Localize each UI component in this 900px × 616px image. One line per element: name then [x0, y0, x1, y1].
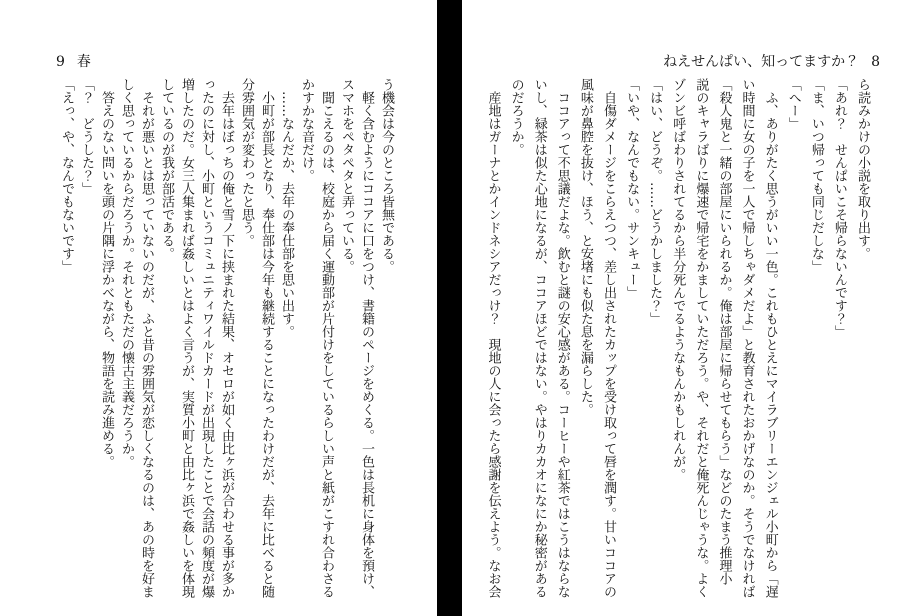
text-column: ったのに対し、小町というコミュニティワイルドカードが出現したことで会話の頻度が爆 — [199, 78, 214, 598]
text-column: 説のキャラばりに爆速で帰宅をかましていただろう。や、それだと俺死んじゃうな。よく — [693, 78, 709, 598]
text-column: いし、緑茶は似た心地になるが、ココアほどではない。やはりカカオになにか秘密がある — [531, 78, 547, 598]
text-column: 増したのだ。女三人集まれば姦しいとはよく言うが、実質小町と由比ヶ浜で姦しいを体現 — [179, 78, 194, 598]
body-text-right — [481, 78, 874, 606]
page-number-right: 8 — [871, 54, 880, 70]
text-column: 「殺人鬼と一緒の部屋にいられるか。俺は部屋に帰らせてもらう」などのたまう推理小 — [716, 78, 732, 585]
text-column: ココアって不思議だよな。飲むと謎の安心感がある。コーヒーや紅茶ではこうはならな — [554, 91, 570, 598]
text-column: 去年はぼっちの俺と雪ノ下に挟まれた結果、オセロが如く由比ヶ浜が合わせる事が多か — [219, 91, 234, 598]
page-header-left — [56, 53, 91, 71]
text-column: ゾンビ呼ばわりされてるから半分死んでるようなもんかもしれんが。 — [670, 78, 686, 481]
text-column: 分雰囲気が変わったと思う。 — [239, 78, 254, 247]
dialogue-column: 「あれ？ せんぱいこそ帰らないんです？」 — [831, 78, 847, 338]
dialogue-column: 「へー」 — [785, 78, 801, 130]
dialogue-column: 「ま、いつ帰っても同じだしな」 — [808, 78, 824, 273]
dialogue-column: 「えっ、や、なんでもないです」 — [59, 78, 74, 273]
dialogue-column: 「いや、なんでもない。サンキュー」 — [624, 78, 640, 299]
text-column: それが悪いとは思っていないのだが、ふと昔の雰囲気が恋しくなるのは、あの時を好ま — [139, 91, 154, 598]
body-text-left — [56, 78, 396, 606]
text-column: スマホをペタペタと弄っている。 — [339, 78, 354, 273]
text-column: 風味が鼻腔を抜け、ほう、と安堵にも似た息を漏らした。 — [577, 78, 593, 416]
page-left — [0, 0, 437, 616]
text-column: かすかな音だけ。 — [299, 78, 314, 182]
text-column: 聞こえるのは、校庭から届く運動部が片付けをしているらしい声と紙がこすれ合わさる — [319, 91, 334, 598]
text-column: ……なんだか、去年の奉仕部を思い出す。 — [279, 91, 294, 338]
text-column: 軽く含むようにココアに口をつけ、書籍のページをめくる。一色は長机に身体を預け、 — [359, 91, 374, 598]
text-column: 小町が部長となり、奉仕部は今年も継続することになったわけだが、去年に比べると随 — [259, 91, 274, 598]
text-column: 自傷ダメージをこらえつつ、差し出されたカップを受け取って唇を潤す。甘いココアの — [600, 91, 616, 598]
page-right — [462, 0, 900, 616]
dialogue-column: 「？ どうした？」 — [79, 78, 94, 195]
text-column: ふ、ありがたく思うがいい一色。これもひとえにマイラブリーエンジェル小町から「遅 — [762, 91, 778, 598]
text-column: のだろうか。 — [508, 78, 524, 156]
text-column: 答えのない問いを頭の片隅に浮かべながら、物語を読み進める。 — [99, 91, 114, 468]
page-gutter — [437, 0, 462, 616]
text-column: う機会は今のところ皆無である。 — [379, 78, 394, 273]
chapter-title: 春 — [76, 54, 91, 70]
page-header-right — [663, 53, 880, 71]
running-title: ねえせんぱい、知ってますか？ — [663, 54, 860, 70]
text-column: い時間に女の子を一人で帰しちゃダメだよ」と教育されたおかげなのか。そうでなければ — [739, 78, 755, 598]
text-column: ら読みかけの小説を取り出す。 — [855, 78, 870, 260]
page-number-left: 9 — [56, 54, 65, 70]
text-column: 産地はガーナとかインドネシアだっけ？ 現地の人に会ったら感謝を伝えよう。なお会 — [485, 91, 501, 598]
dialogue-column: 「はい、どうぞ。……どうかしました？」 — [647, 78, 663, 325]
text-column: しているのが我が部活である。 — [159, 78, 174, 260]
text-column: しく思っているからだろうか。それともただの懐古主義だろうか。 — [119, 78, 134, 468]
